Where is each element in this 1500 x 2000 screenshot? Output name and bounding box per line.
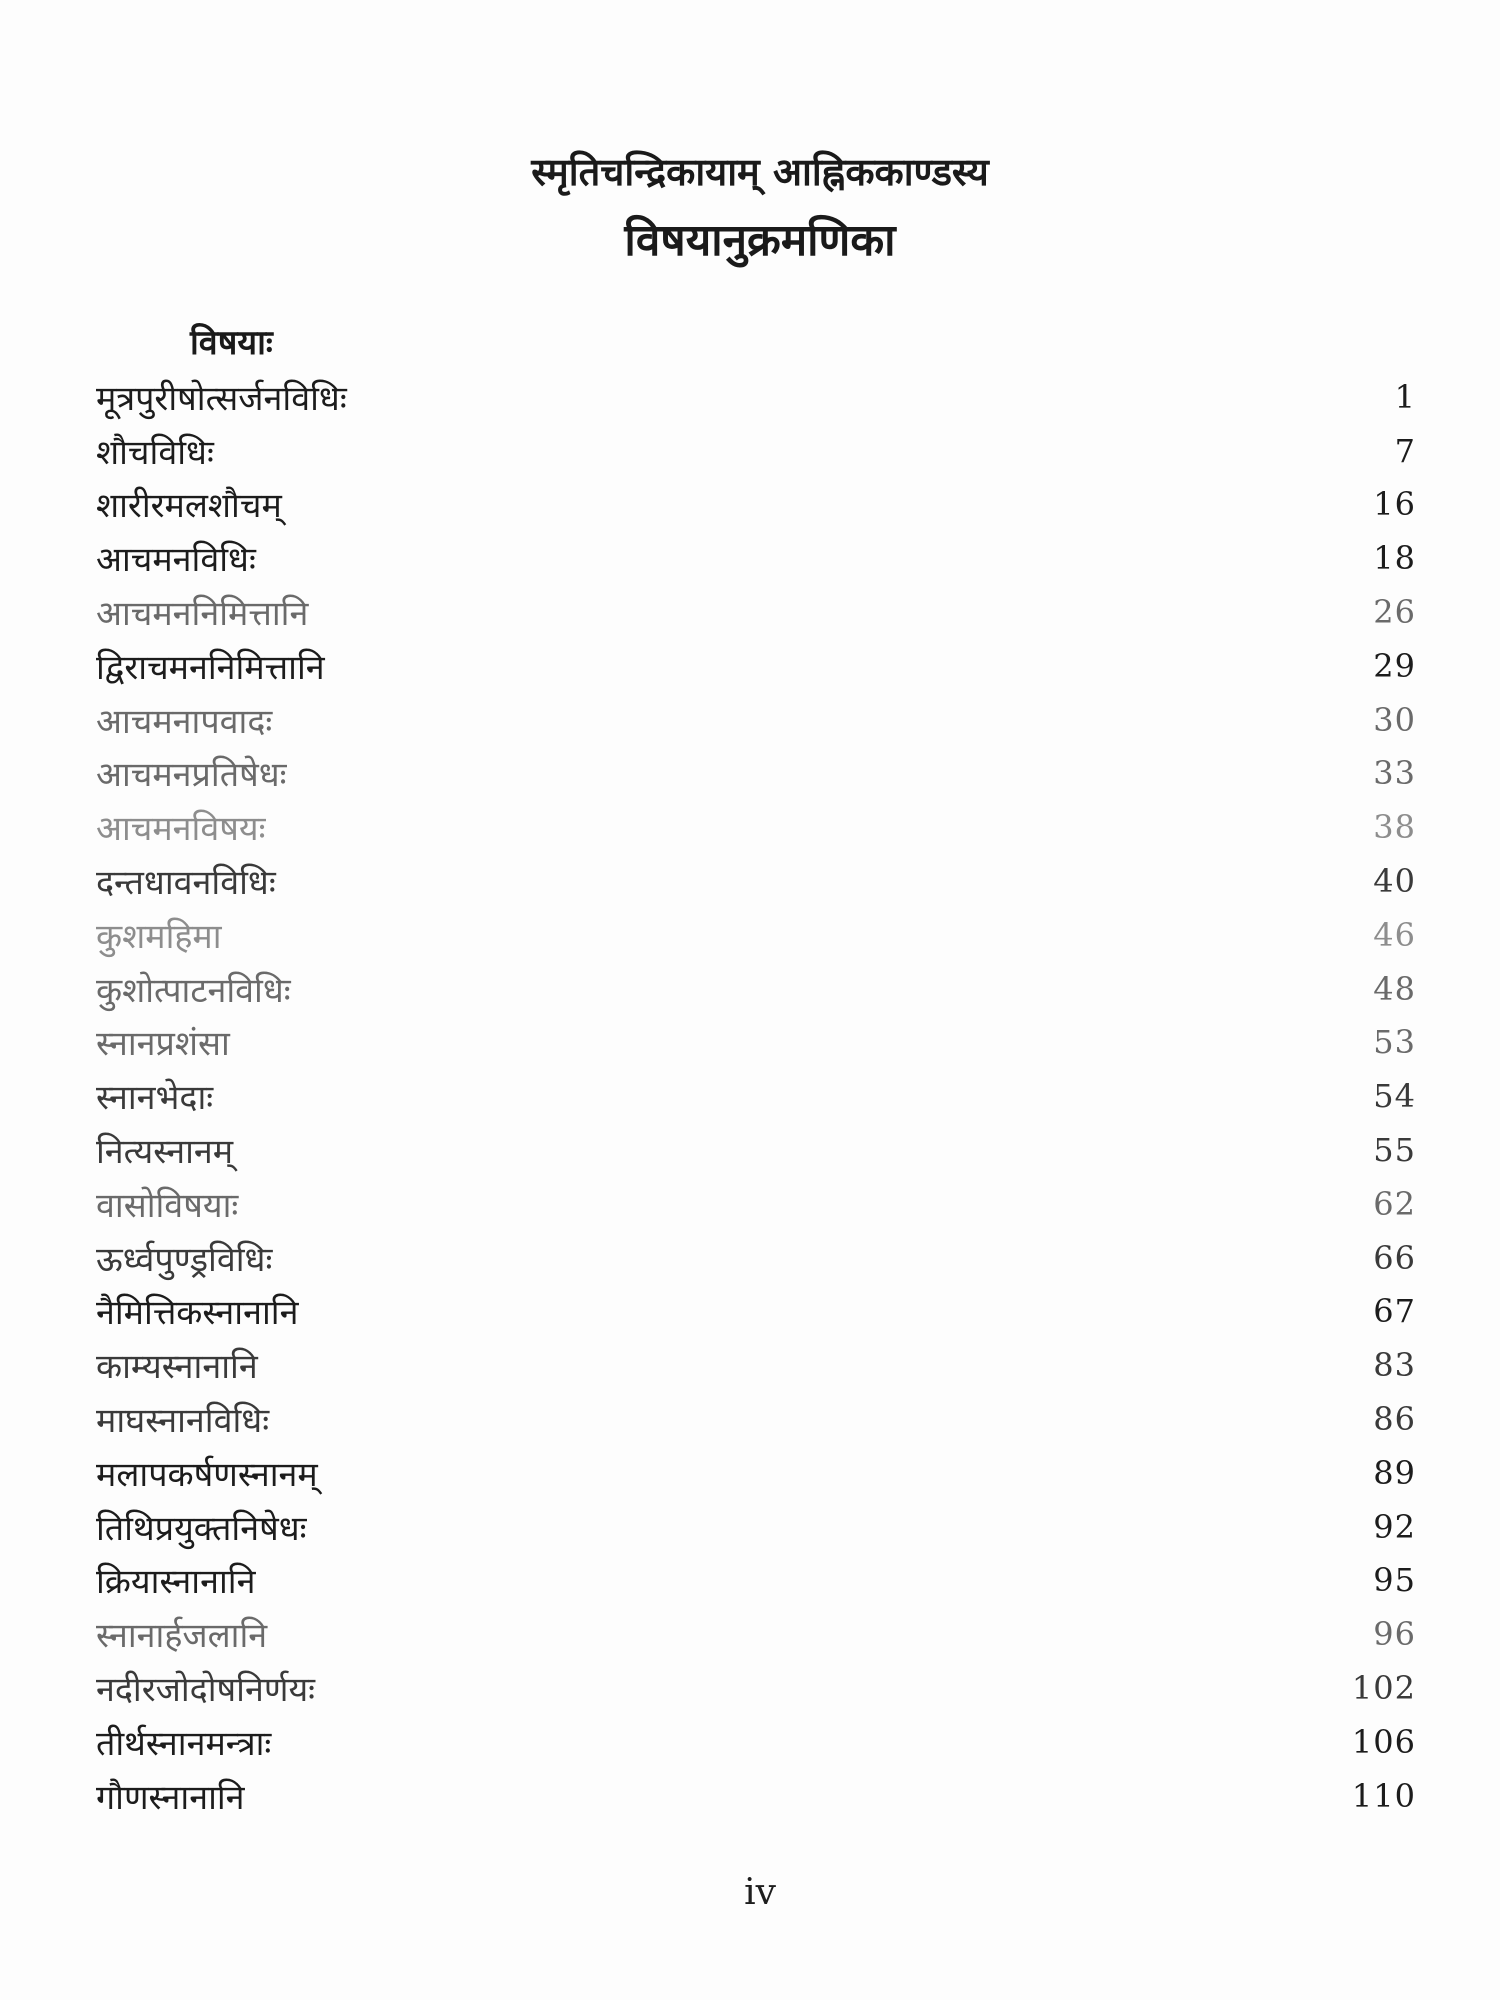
toc-entry-topic: स्नानप्रशंसा xyxy=(96,1024,230,1065)
toc-row xyxy=(96,1177,1416,1231)
toc-entry-page: 110 xyxy=(1351,1776,1416,1815)
toc-row xyxy=(96,854,1416,908)
toc-entry-topic: आचमनविधिः xyxy=(96,540,256,581)
toc-row xyxy=(96,1446,1416,1500)
toc-entry-page: 89 xyxy=(1373,1453,1416,1492)
toc-entry-page: 62 xyxy=(1373,1184,1416,1223)
toc-entry-page: 66 xyxy=(1373,1238,1416,1277)
column-heading: विषयाः xyxy=(190,323,273,363)
toc-entry-topic: माघस्नानविधिः xyxy=(96,1401,270,1442)
toc-entry-topic: आचमननिमित्तानि xyxy=(96,594,309,635)
toc-entry-page: 40 xyxy=(1373,862,1416,901)
toc-row xyxy=(96,962,1416,1016)
toc-entry-page: 83 xyxy=(1373,1346,1416,1385)
toc-entry-topic: आचमनापवादः xyxy=(96,701,273,742)
toc-row xyxy=(96,1500,1416,1554)
toc-row xyxy=(96,1661,1416,1715)
toc-entry-page: 96 xyxy=(1373,1615,1416,1654)
toc-entry-topic: नित्यस्नानम् xyxy=(96,1132,234,1173)
toc-row xyxy=(96,908,1416,962)
toc-entry-page: 7 xyxy=(1394,431,1416,470)
toc-entry-topic: कुशोत्पाटनविधिः xyxy=(96,970,291,1011)
toc-row xyxy=(96,1231,1416,1285)
toc-entry-page: 48 xyxy=(1373,969,1416,1008)
toc-entry-page: 55 xyxy=(1373,1131,1416,1170)
toc-row xyxy=(96,1392,1416,1446)
toc-entry-topic: दन्तधावनविधिः xyxy=(96,863,276,904)
toc-entry-topic: गौणस्नानानि xyxy=(96,1777,245,1818)
toc-entry-topic: आचमनविषयः xyxy=(96,809,266,850)
toc-entry-page: 46 xyxy=(1373,915,1416,954)
toc-entry-topic: शौचविधिः xyxy=(96,432,214,473)
toc-row xyxy=(96,800,1416,854)
toc-row xyxy=(96,1285,1416,1339)
toc-entry-topic: वासोविषयाः xyxy=(96,1185,239,1226)
toc-entry-topic: स्नानभेदाः xyxy=(96,1078,214,1119)
toc-entry-page: 53 xyxy=(1373,1023,1416,1062)
toc-entry-page: 54 xyxy=(1373,1077,1416,1116)
toc-entry-topic: मूत्रपुरीषोत्सर्जनविधिः xyxy=(96,378,347,419)
toc-row xyxy=(96,478,1416,532)
table-of-contents xyxy=(96,370,1416,1823)
toc-row xyxy=(96,1715,1416,1769)
title-line-1: स्मृतिचन्द्रिकायाम् आह्निककाण्डस्य xyxy=(531,150,989,194)
toc-entry-page: 106 xyxy=(1351,1722,1416,1761)
toc-entry-page: 16 xyxy=(1373,485,1416,524)
toc-entry-page: 92 xyxy=(1373,1507,1416,1546)
toc-entry-topic: काम्यस्नानानि xyxy=(96,1347,258,1388)
toc-row xyxy=(96,1123,1416,1177)
toc-entry-topic: नैमित्तिकस्नानानि xyxy=(96,1293,299,1334)
toc-entry-topic: नदीरजोदोषनिर्णयः xyxy=(96,1670,316,1711)
toc-entry-topic: ऊर्ध्वपुण्ड्रविधिः xyxy=(96,1239,273,1280)
toc-entry-page: 67 xyxy=(1373,1292,1416,1331)
toc-row xyxy=(96,531,1416,585)
toc-row xyxy=(96,1016,1416,1070)
toc-row xyxy=(96,370,1416,424)
title-line-2: विषयानुक्रमणिका xyxy=(624,215,896,266)
toc-row xyxy=(96,639,1416,693)
toc-entry-page: 26 xyxy=(1373,593,1416,632)
toc-row xyxy=(96,1607,1416,1661)
toc-row xyxy=(96,1069,1416,1123)
toc-entry-topic: कुशमहिमा xyxy=(96,916,222,957)
toc-entry-topic: मलापकर्षणस्नानम् xyxy=(96,1454,318,1495)
toc-entry-page: 86 xyxy=(1373,1400,1416,1439)
toc-entry-topic: तिथिप्रयुक्तनिषेधः xyxy=(96,1508,307,1549)
toc-row xyxy=(96,747,1416,801)
toc-row xyxy=(96,1338,1416,1392)
toc-entry-page: 33 xyxy=(1373,754,1416,793)
toc-entry-page: 95 xyxy=(1373,1561,1416,1600)
page-folio: iv xyxy=(744,1872,776,1913)
toc-entry-topic: शारीरमलशौचम् xyxy=(96,486,282,527)
toc-entry-topic: तीर्थस्नानमन्त्राः xyxy=(96,1723,272,1764)
toc-row xyxy=(96,693,1416,747)
toc-entry-page: 29 xyxy=(1373,646,1416,685)
toc-entry-topic: स्नानार्हजलानि xyxy=(96,1616,268,1657)
toc-entry-page: 30 xyxy=(1373,700,1416,739)
toc-entry-page: 102 xyxy=(1351,1669,1416,1708)
toc-row xyxy=(96,585,1416,639)
toc-row xyxy=(96,424,1416,478)
toc-entry-page: 1 xyxy=(1394,377,1416,416)
toc-row xyxy=(96,1554,1416,1608)
toc-entry-page: 38 xyxy=(1373,808,1416,847)
toc-row xyxy=(96,1769,1416,1823)
toc-entry-page: 18 xyxy=(1373,539,1416,578)
toc-entry-topic: आचमनप्रतिषेधः xyxy=(96,755,287,796)
toc-entry-topic: क्रियास्नानानि xyxy=(96,1562,256,1603)
toc-entry-topic: द्विराचमननिमित्तानि xyxy=(96,647,325,688)
